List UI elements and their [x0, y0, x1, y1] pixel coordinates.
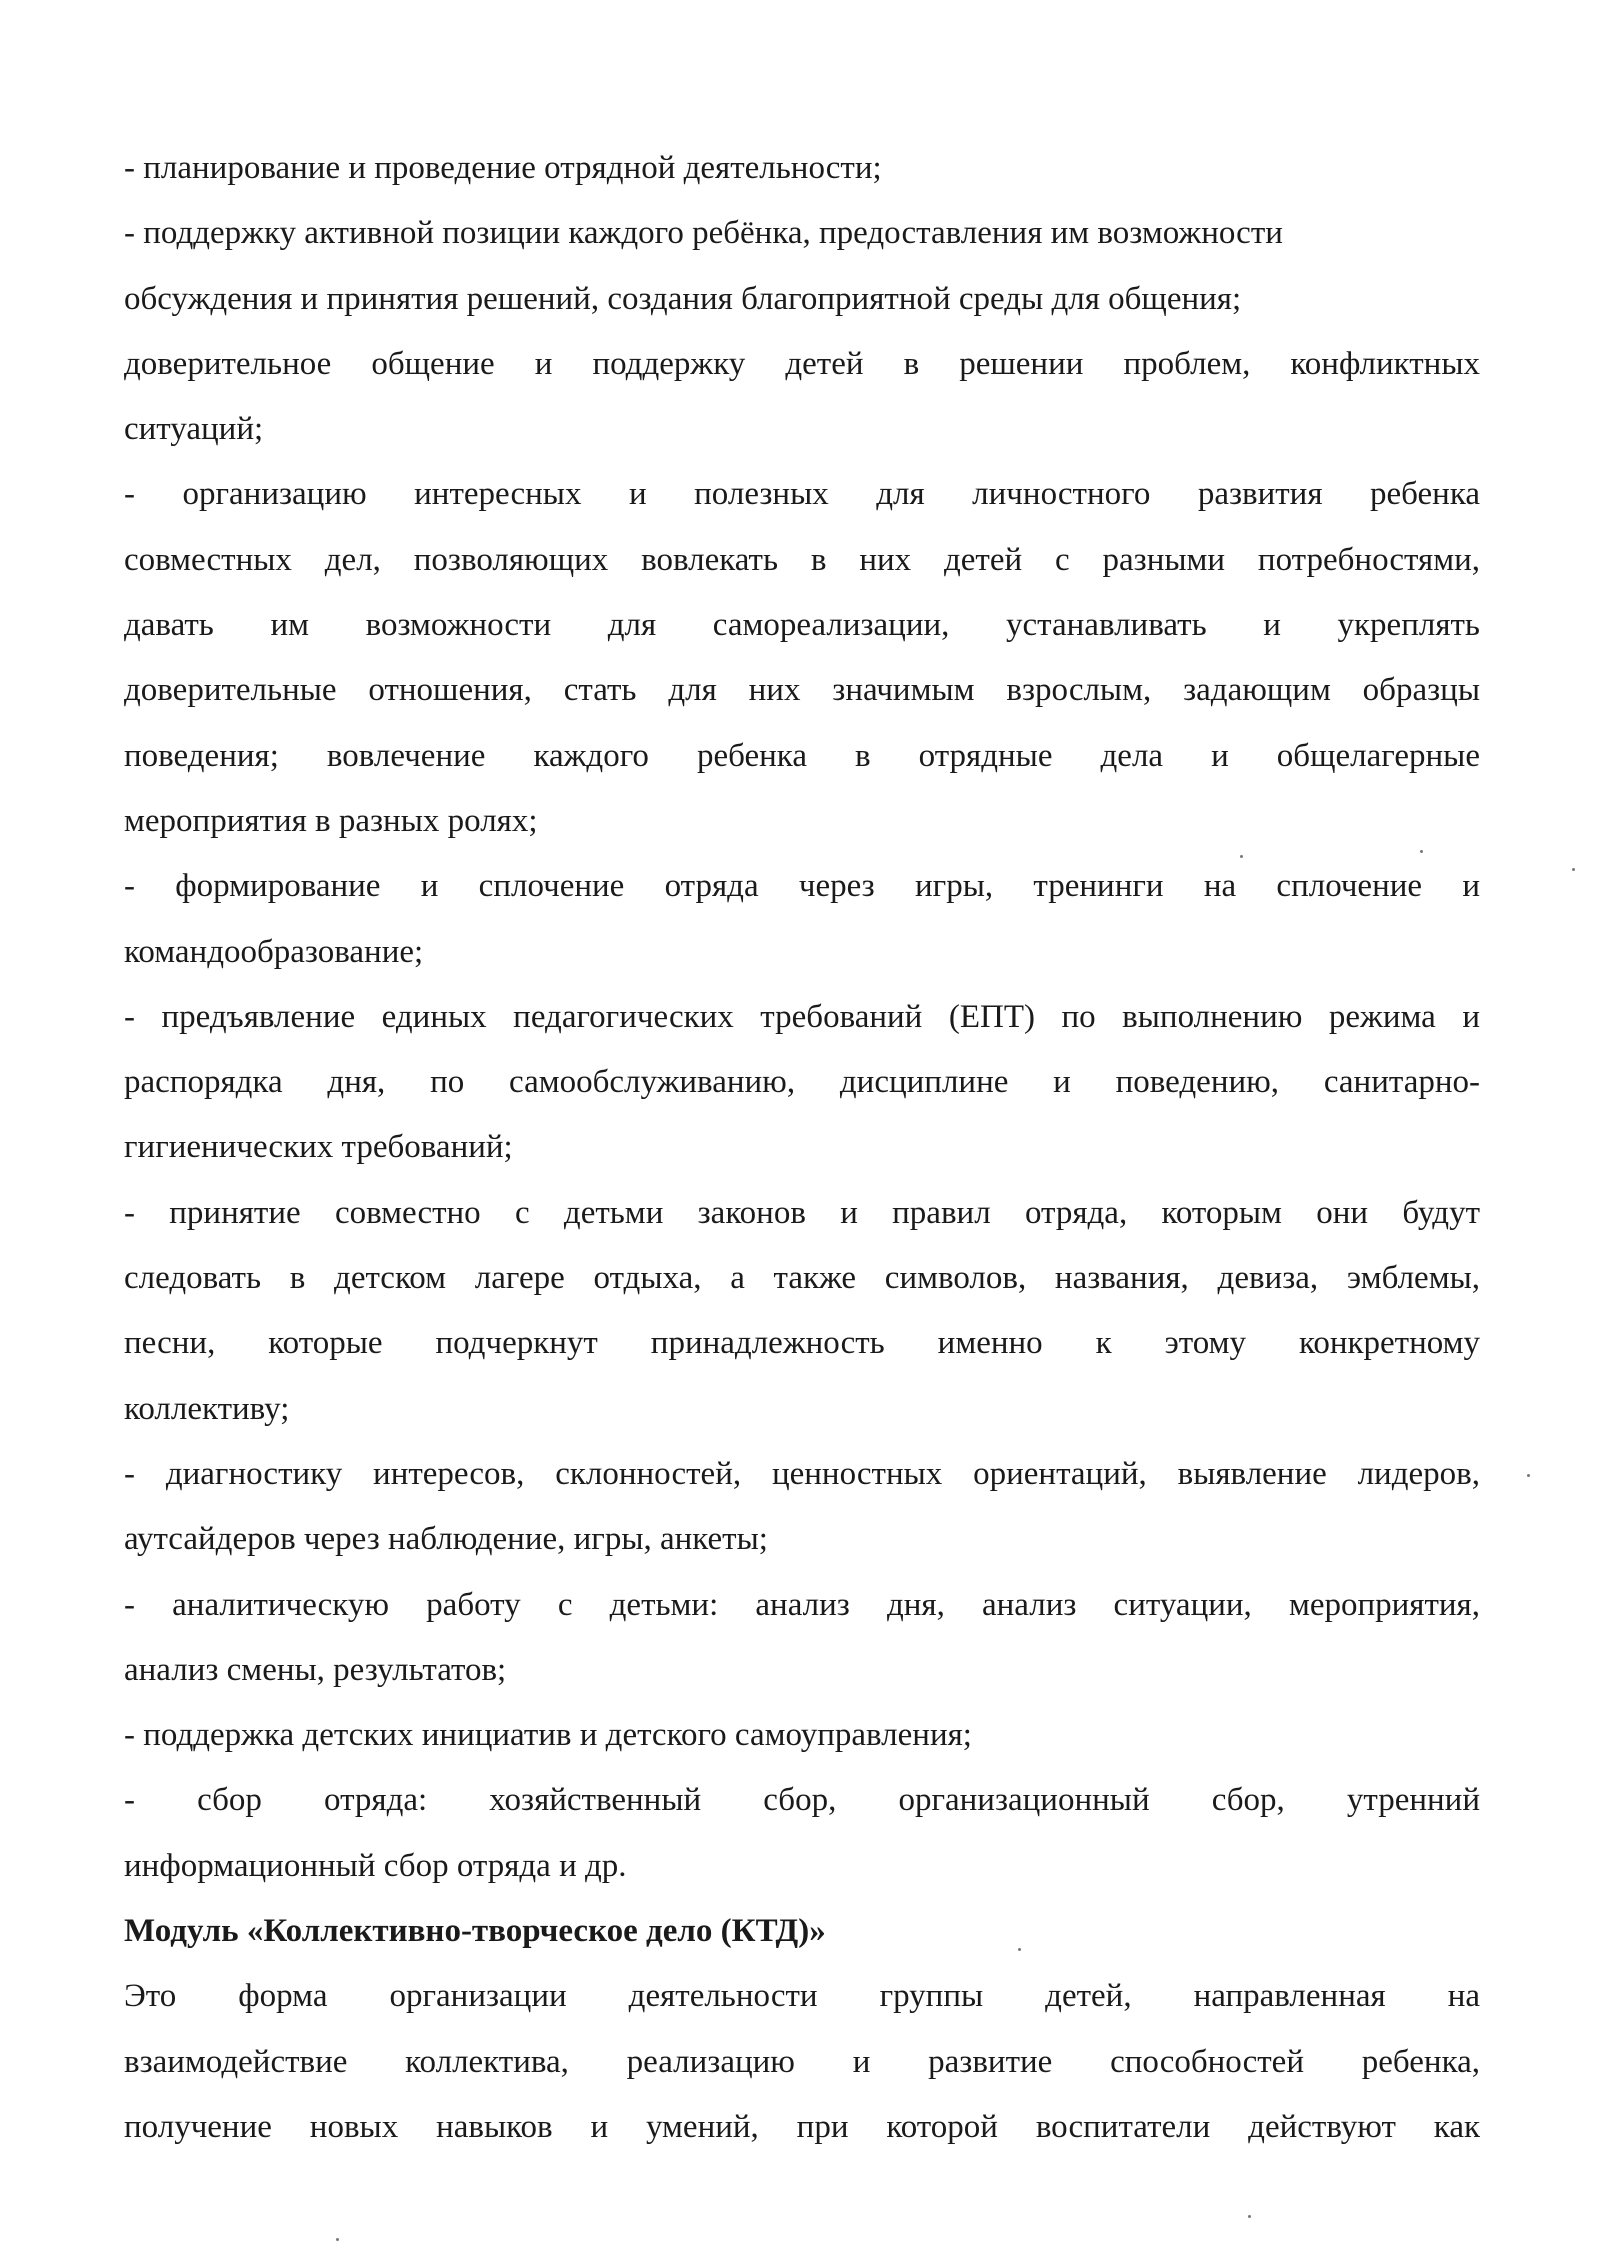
text-line: распорядка дня, по самообслуживанию, дисциплине и поведению, санитарно- [124, 1064, 1480, 1101]
text-line: давать им возможности для самореализации, устанавливать и укреплять [124, 607, 1480, 644]
text-line: - диагностику интересов, склонностей, ценностных ориентаций, выявление лидеров, [124, 1455, 1480, 1492]
text-line: песни, которые подчеркнут принадлежность именно к этому конкретному [124, 1325, 1480, 1362]
scan-speck [1420, 850, 1423, 853]
scan-speck [1248, 2215, 1251, 2218]
text-line: - поддержка детских инициатив и детского самоуправления; [124, 1717, 972, 1754]
text-line: командообразование; [124, 933, 424, 970]
text-line: - принятие совместно с детьми законов и правил отряда, которым они будут [124, 1194, 1480, 1231]
text-line: - формирование и сплочение отряда через игры, тренинги на сплочение и [124, 868, 1480, 905]
scan-speck [1527, 1474, 1530, 1477]
text-line: - поддержку активной позиции каждого ребёнка, предоставления им возможности [124, 215, 1283, 252]
text-line: поведения; вовлечение каждого ребенка в отрядные дела и общелагерные [124, 737, 1480, 774]
text-line: - организацию интересных и полезных для личностного развития ребенка [124, 476, 1480, 513]
text-line: - предъявление единых педагогических требований (ЕПТ) по выполнению режима и [124, 998, 1480, 1035]
scan-speck [1572, 868, 1575, 871]
text-line: - аналитическую работу с детьми: анализ дня, анализ ситуации, мероприятия, [124, 1586, 1480, 1623]
text-line: - сбор отряда: хозяйственный сбор, организационный сбор, утренний [124, 1782, 1480, 1819]
scan-speck [1018, 1948, 1021, 1951]
text-line: совместных дел, позволяющих вовлекать в них детей с разными потребностями, [124, 541, 1480, 578]
text-line: Это форма организации деятельности группы детей, направленная на [124, 1978, 1480, 2015]
scan-speck [336, 2238, 339, 2241]
text-line: информационный сбор отряда и др. [124, 1847, 627, 1884]
scan-speck [1240, 855, 1243, 858]
text-line: доверительное общение и поддержку детей в решении проблем, конфликтных [124, 345, 1480, 382]
text-line: взаимодействие коллектива, реализацию и развитие способностей ребенка, [124, 2043, 1480, 2080]
text-line: мероприятия в разных ролях; [124, 802, 538, 839]
text-line: гигиенических требований; [124, 1129, 513, 1166]
text-line: коллективу; [124, 1390, 290, 1427]
text-line: следовать в детском лагере отдыха, а также символов, названия, девиза, эмблемы, [124, 1260, 1480, 1297]
text-line: доверительные отношения, стать для них значимым взрослым, задающим образцы [124, 672, 1480, 709]
text-line: ситуаций; [124, 411, 264, 448]
text-line: анализ смены, результатов; [124, 1651, 507, 1688]
section-heading: Модуль «Коллективно-творческое дело (КТД)» [124, 1913, 826, 1950]
document-body [124, 140, 1480, 2164]
text-line: получение новых навыков и умений, при которой воспитатели действуют как [124, 2108, 1480, 2145]
text-line: обсуждения и принятия решений, создания благоприятной среды для общения; [124, 280, 1242, 317]
text-line: аутсайдеров через наблюдение, игры, анкеты; [124, 1521, 768, 1558]
text-line: - планирование и проведение отрядной деятельности; [124, 150, 882, 186]
